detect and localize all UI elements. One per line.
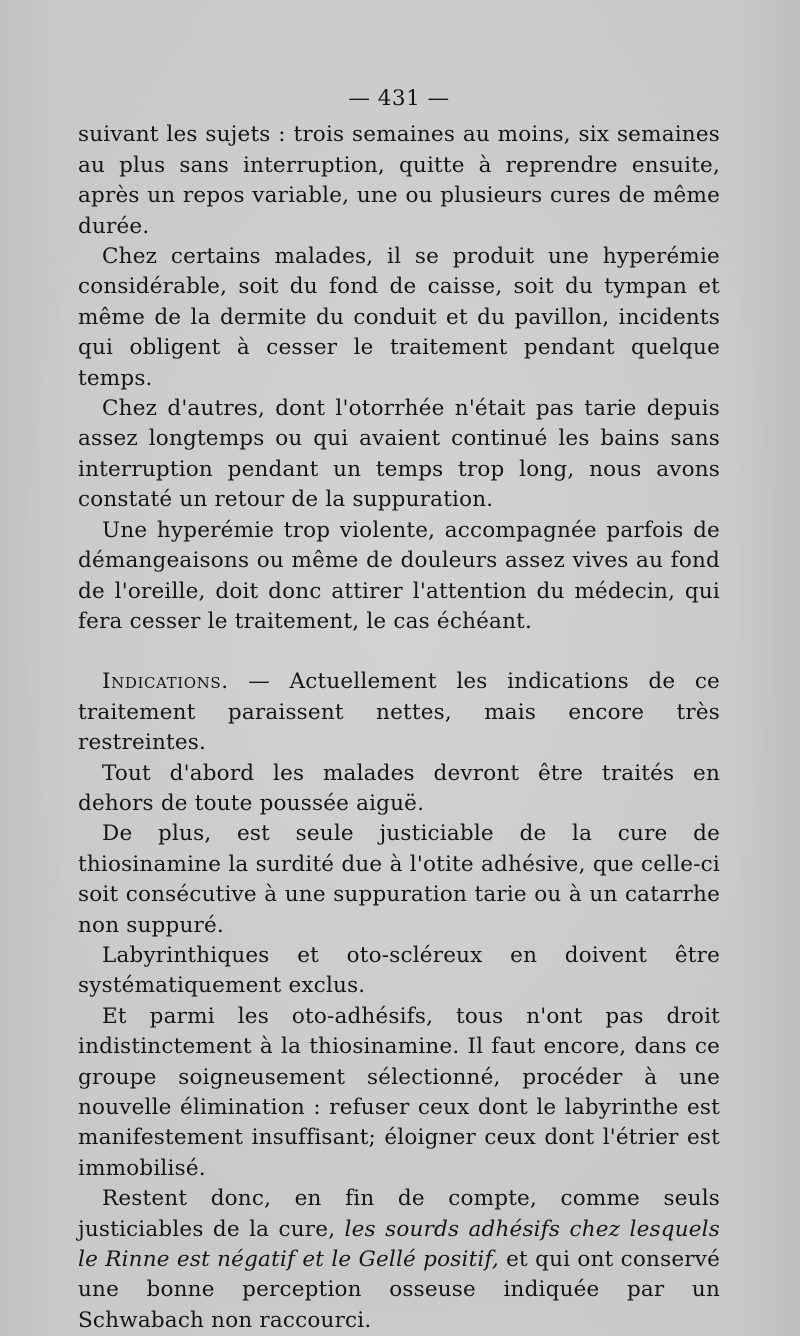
section-gap xyxy=(78,637,720,667)
paragraph-otite-adhesive: De plus, est seule justiciable de la cure de thiosinamine la surdité due à l'otite adhésive, que celle-ci soit consécutive à une suppuration tarie ou à un catarrhe non suppuré. xyxy=(78,821,720,938)
conclusion-before: Restent donc, en fin de compte, comme seuls justiciables de la cure, xyxy=(78,1186,720,1242)
paragraph-continuation: suivant les sujets : trois semaines au moins, six semaines au plus sans interruption, quitte à reprendre ensuite, après un repos variable, une ou plusieurs cures de même durée. xyxy=(78,122,720,239)
paragraph-otorrhee: Chez d'autres, dont l'otorrhée n'était pas tarie depuis assez longtemps ou qui avaient continué les bains sans interruption pendant un temps trop long, nous avons constaté un retour de la suppuration. xyxy=(78,396,720,513)
indications-heading: Indications. xyxy=(102,669,229,695)
conclusion-italic: les sourds adhésifs chez lesquels le Rinne est négatif et le Gellé positif, xyxy=(78,1216,720,1273)
paragraph-hyperemie-violente: Une hyperémie trop violente, accompagnée parfois de démangeaisons ou même de douleurs assez vives au fond de l'oreille, doit donc attirer l'attention du médecin, qui fera cesser le traitement, le cas échéant. xyxy=(78,517,720,634)
paragraph-indications xyxy=(78,667,720,758)
indications-text: — Actuellement les indications de ce traitement paraissent nettes, mais encore très restreintes. xyxy=(78,669,720,756)
paragraph-labyrinthiques: Labyrinthiques et oto-scléreux en doivent être systématiquement exclus. xyxy=(78,942,720,999)
paragraph-hyperemie: Chez certains malades, il se produit une hyperémie considérable, soit du fond de caisse, soit du tympan et même de la dermite du conduit et du pavillon, incidents qui obligent à cesser le traitement pendant quelque temps. xyxy=(78,244,720,391)
paragraph-poussee-aigue: Tout d'abord les malades devront être traités en dehors de toute poussée aiguë. xyxy=(78,760,720,816)
paragraph-conclusion xyxy=(78,1184,720,1336)
conclusion-after: et qui ont conservé une bonne perception osseuse indiquée par un Schwabach non raccourci. xyxy=(78,1247,721,1333)
document-page xyxy=(78,84,720,1336)
paragraph-oto-adhesifs: Et parmi les oto-adhésifs, tous n'ont pas droit indistinctement à la thiosinamine. Il faut encore, dans ce groupe soigneusement sélectionné, procéder à une nouvelle élimination : refuser ceux dont le labyrinthe est manifestement insuffisant; éloigner ceux dont l'étrier est immobilisé. xyxy=(78,1003,720,1181)
page-number: — 431 — xyxy=(348,86,450,111)
